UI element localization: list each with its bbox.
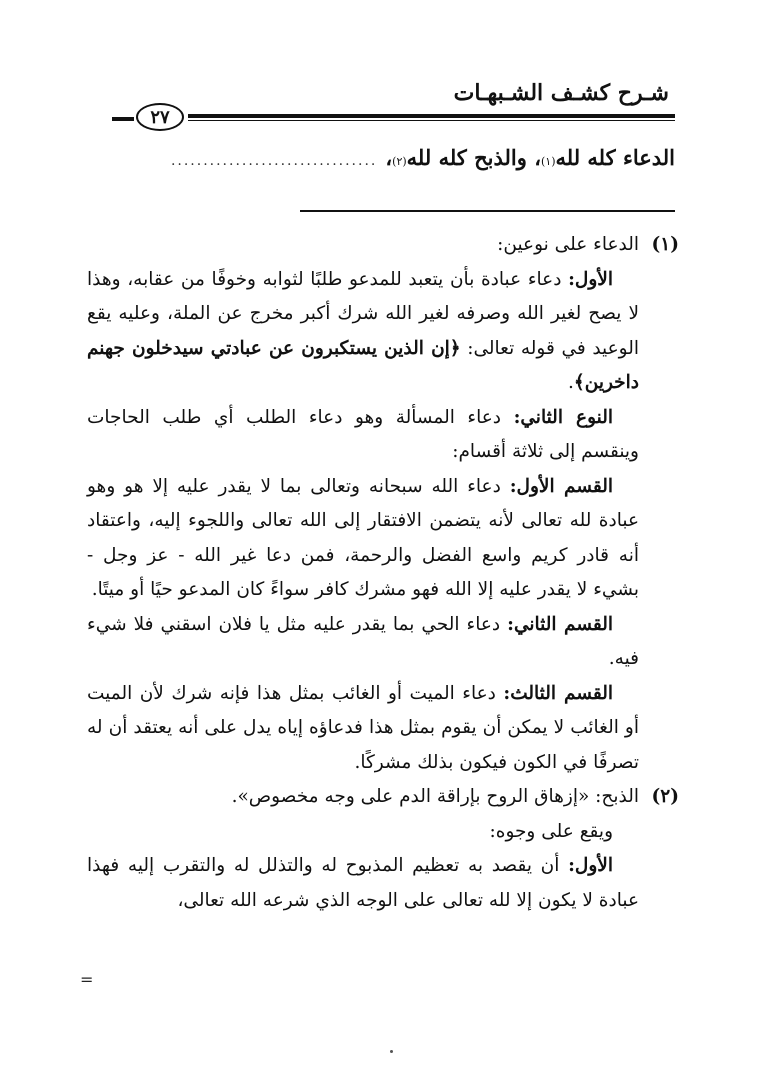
footnote-1-section1: [87, 470, 639, 608]
footnote-1-second: [87, 401, 639, 470]
footnotes-section: [87, 228, 679, 918]
section-3-text: دعاء الميت أو الغائب بمثل هذا فإنه شرك لأن الميت أو الغائب لا يمكن أن يقوم بمثل هذا فدعاؤه إياه يدل على أنه يعتقد أن له تصرفًا في الكون فيكون بذلك مشركًا.: [87, 682, 639, 773]
footnote-separator: [300, 210, 675, 212]
label-first-2: الأول:: [568, 855, 613, 876]
footnote-ref-1: (١): [540, 155, 556, 168]
footnote-1-section3: [87, 677, 639, 781]
footnote-1-first: [87, 263, 639, 401]
label-section-3: القسم الثالث:: [503, 682, 613, 704]
footnote-number-1: (١): [651, 234, 679, 255]
page-number: ٢٧: [136, 103, 184, 131]
label-second-type: النوع الثاني:: [513, 406, 613, 428]
footnote-2-intro: الذبح: «إزهاق الروح بإراقة الدم على وجه مخصوص».: [231, 786, 639, 807]
section-2-text: دعاء الحي بما يقدر عليه مثل يا فلان اسقني فلا شيء فيه.: [87, 613, 639, 669]
footnote-1-intro: الدعاء على نوعين:: [497, 234, 639, 255]
continuation-mark: =: [80, 970, 94, 989]
main-text-part2: ، والذبح كله لله: [406, 145, 541, 170]
footnote-2-first-text: أن يقصد به تعظيم المذبوح له والتذلل له والتقرب إليه فهذا عبادة لا يكون إلا لله تعالى على الوجه الذي شرعه الله تعالى،: [87, 855, 639, 911]
continuation-dots: ................................: [170, 153, 378, 169]
label-first: الأول:: [568, 268, 613, 290]
first-text: دعاء عبادة بأن يتعبد للمدعو طلبًا لثوابه وخوفًا من عقابه، وهذا لا يصح لغير الله وصرفه لغير الله شرك أكبر مخرج عن الملة، وعليه يقع الوعيد في قوله تعالى:: [87, 268, 639, 359]
second-text: دعاء المسألة وهو دعاء الطلب أي طلب الحاجات وينقسم إلى ثلاثة أقسام:: [87, 406, 639, 462]
footnote-1: [87, 228, 679, 780]
main-text-part1: الدعاء كله لله: [555, 145, 675, 170]
footnote-1-section2: [87, 608, 639, 677]
section-1-text: دعاء الله سبحانه وتعالى بما لا يقدر عليه إلا هو وهو عبادة لله تعالى لأنه يتضمن الافتقار إلى الله تعالى واللجوء إليه، واعتقاد أنه قادر كريم واسع الفضل والرحمة، فمن دعا غير الله - عز وجل - بشيء لا يقدر عليه إلا الله فهو مشرك كافر سواءً كان المدعو حيًا أو ميتًا.: [87, 475, 639, 600]
bottom-dot: [390, 1050, 393, 1053]
footnote-number-2: (٢): [651, 786, 679, 807]
main-text-part3: ،: [385, 145, 393, 170]
running-header-title: شـرح كشـف الشـبهـات: [453, 80, 669, 106]
footnote-2-line2-text: ويقع على وجوه:: [489, 820, 613, 842]
header-rule-left: [112, 117, 134, 121]
quran-verse: ﴿إن الذين يستكبرون عن عبادتي سيدخلون جهنم داخرين﴾: [87, 337, 639, 393]
footnote-ref-2: (٢): [392, 155, 407, 168]
footnote-2: [87, 780, 679, 918]
label-section-2: القسم الثاني:: [507, 613, 613, 635]
main-text-line: [115, 145, 675, 170]
footnote-2-first: [87, 849, 639, 918]
label-section-1: القسم الأول:: [509, 475, 613, 497]
first-end: .: [568, 372, 574, 393]
footnote-2-line2: [87, 815, 639, 850]
header-rule: [188, 114, 675, 121]
